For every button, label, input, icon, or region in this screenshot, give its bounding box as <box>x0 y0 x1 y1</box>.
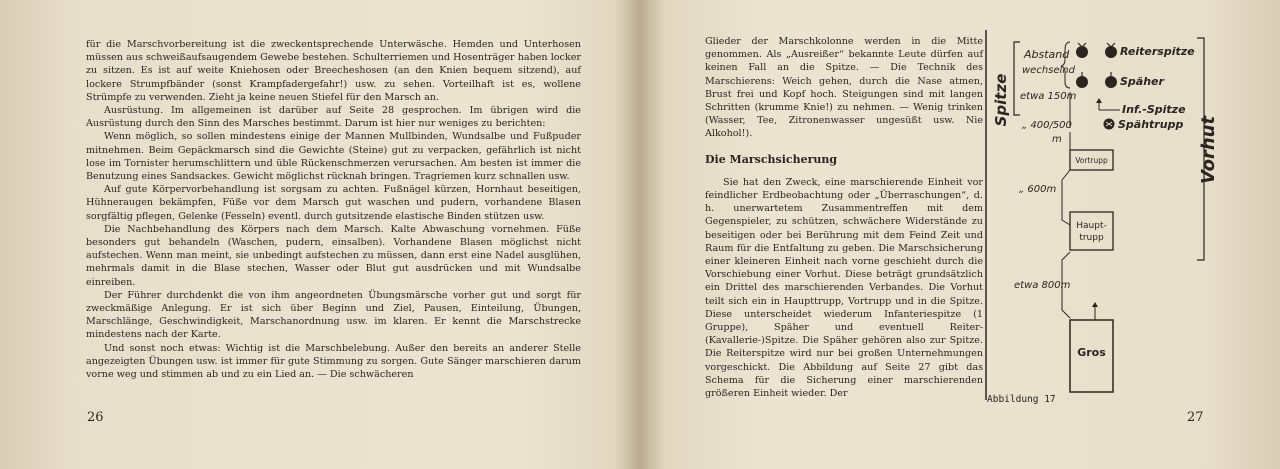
paragraph: Sie hat den Zweck, eine marschierende Einheit vor feindlicher Erdbeobachtung oder „Überraschungen“, d. h. unerwartetem Zusammentreffen mit dem Gegenspieler, zu schützen, schwächere Widerstände zu beseitigen oder bei Berührung mit dem Feind Zeit und Raum für die Entfaltung zu geben. Die Marschsicherung einer kleineren Einheit nach vorne geschieht durch die Vorschiebung einer Vorhut. Diese beträgt grundsätzlich ein Drittel des marschierenden Verbandes. Die Vorhut teilt sich ein in Haupttrupp, Vortrupp und in die Spitze. Diese unterscheidet wiederum Infanteriespitze (1 Gruppe), Späher und eventuell Reiter-(Kavallerie-)Spitze. Die Späher gehören also zur Spitze. Die Reiterspitze wird nur bei großen Unternehmungen vorgeschickt. Die Abbildung auf Seite 27 gibt das Schema für die Sicherung einer marschierenden größeren Einheit wieder. Der <box>705 176 983 400</box>
dist400-label: „ 400/500 <box>1022 120 1072 131</box>
reiterspitze-icon <box>1076 43 1117 58</box>
right-page <box>642 0 1280 469</box>
spaeher-label: Späher <box>1120 75 1164 88</box>
page-number: 26 <box>87 410 104 425</box>
m-label: m <box>1052 134 1062 145</box>
march-security-diagram <box>982 30 1252 410</box>
arrow-head <box>1092 302 1098 307</box>
spaehtrupp-icon <box>1104 119 1115 130</box>
right-page-text <box>705 35 983 400</box>
paragraph: Wenn möglich, so sollen mindestens einige der Mannen Mullbinden, Wundsalbe und Fußpuder mitnehmen. Beim Gepäckmarsch sind die Gewichte (Steine) gut zu verpacken, gefährlich ist nicht lose im Tornister herumschlittern und üble Rückenschmerzen verursachen. Am besten ist immer die Benutzung eines Sandsackes. Gewicht möglichst rücknah bringen. Tragriemen kurz schnallen usw. <box>86 131 581 183</box>
vorhut-label: Vorhut <box>1198 115 1219 185</box>
haupttrupp-label-2: trupp <box>1079 233 1104 243</box>
paragraph: Und sonst noch etwas: Wichtig ist die Marschbelebung. Außer den bereits an anderer Stelle angezeigten Übungen usw. ist immer für gute Stimmung zu sorgen. Gute Sänger marschieren darum vorne weg und stimmen ab und zu ein Lied an. — Die schwächeren <box>86 342 581 381</box>
paragraph: Der Führer durchdenkt die von ihm angeordneten Übungsmärsche vorher gut und sorgt für zweckmäßige Anlegung. Er ist sich über Beginn und Ziel, Pausen, Einteilung, Übungen, Marschlänge, Geschwindigkeit, Marschanordnung usw. im klaren. Er kennt die Marschstrecke mindestens nach der Karte. <box>86 289 581 341</box>
paragraph: für die Marschvorbereitung ist die zweckentsprechende Unterwäsche. Hemden und Unterhosen müssen aus schweißaufsaugendem Gewebe bestehen. Schulterriemen und Hosenträger haben locker zu sitzen. Es ist auf weite Kniehosen oder Breecheshosen (an den Knien bequem sitzend), auf lockere Strumpfbänder (sonst Krampfadergefahr!) usw. zu sehen. Vorteilhaft ist es, wollene Strümpfe zu verwenden. Zieht ja keine neuen Stiefel für den Marsch an. <box>86 39 581 103</box>
paragraph: Ausrüstung. Im allgemeinen ist darüber auf Seite 28 gesprochen. Im übrigen wird die Ausrüstung durch den Sinn des Marsches bestimmt. Darum ist hier nur weniges zu berichten: <box>86 105 581 130</box>
spitze-label: Spitze <box>992 73 1010 127</box>
figure-caption: Abbildung 17 <box>987 394 1056 405</box>
paragraph: Die Nachbehandlung des Körpers nach dem Marsch. Kalte Abwaschung vornehmen. Füße besonders gut behandeln (Waschen, pudern, einsalben). Vorhandene Blasen möglichst nicht aufstechen. Wenn man meint, sie unbedingt aufstechen zu müssen, dann erst eine Nadel ausglühen, mehrmals damit in die Blase stechen, Wasser oder Blut gut ausdrücken und mit Wundsalbe einreiben. <box>86 223 581 288</box>
reiterspitze-label: Reiterspitze <box>1120 45 1195 58</box>
spaehtrupp-label: Spähtrupp <box>1118 118 1184 131</box>
haupttrupp-label-1: Haupt- <box>1076 221 1107 231</box>
distance-bracket <box>1062 170 1070 225</box>
paragraph: Glieder der Marschkolonne werden in die Mitte genommen. Als „Ausreißer“ bekannte Leute dürfen auf keinen Fall an die Spitze. — Die Technik des Marschierens: Weich gehen, durch die Nase atmen, Brust frei und Kopf hoch. Steigungen sind mit langen Schritten (krumme Knie!) zu nehmen. — Wenig trinken (Wasser, Tee, Zitronenwasser ungesüßt usw. Nie Alkohol!). <box>705 36 983 140</box>
etwa800-label: etwa 800m <box>1014 280 1071 291</box>
spaeher-icon <box>1076 72 1117 88</box>
vortrupp-label: Vortrupp <box>1075 156 1108 165</box>
left-page <box>0 0 638 469</box>
spitze-bracket <box>1014 42 1020 115</box>
paragraph: Auf gute Körpervorbehandlung ist sorgsam zu achten. Fußnägel kürzen, Hornhaut beseitigen, Hühneraugen bekämpfen, Füße vor dem Marsch gut waschen und pudern, vorhandene Blasen sorgfältig pflegen, Gelenke (Fesseln) eventl. durch gutsitzende elastische Binden stützen usw. <box>86 184 581 222</box>
infspitze-label: Inf.-Spitze <box>1122 103 1186 116</box>
dist600-label: „ 600m <box>1019 184 1057 195</box>
haupttrupp-box <box>1070 212 1113 250</box>
section-heading: Die Marschsicherung <box>705 152 838 166</box>
arrow-head <box>1096 98 1102 103</box>
left-page-text <box>86 38 581 381</box>
diagram-svg <box>982 30 1252 410</box>
etwa150-label: etwa 150m <box>1020 91 1077 102</box>
wechselnd-label: wechselnd <box>1022 65 1075 76</box>
gros-label: Gros <box>1077 346 1106 359</box>
abstand-label: Abstand <box>1024 48 1070 61</box>
page-number: 27 <box>1187 410 1204 425</box>
